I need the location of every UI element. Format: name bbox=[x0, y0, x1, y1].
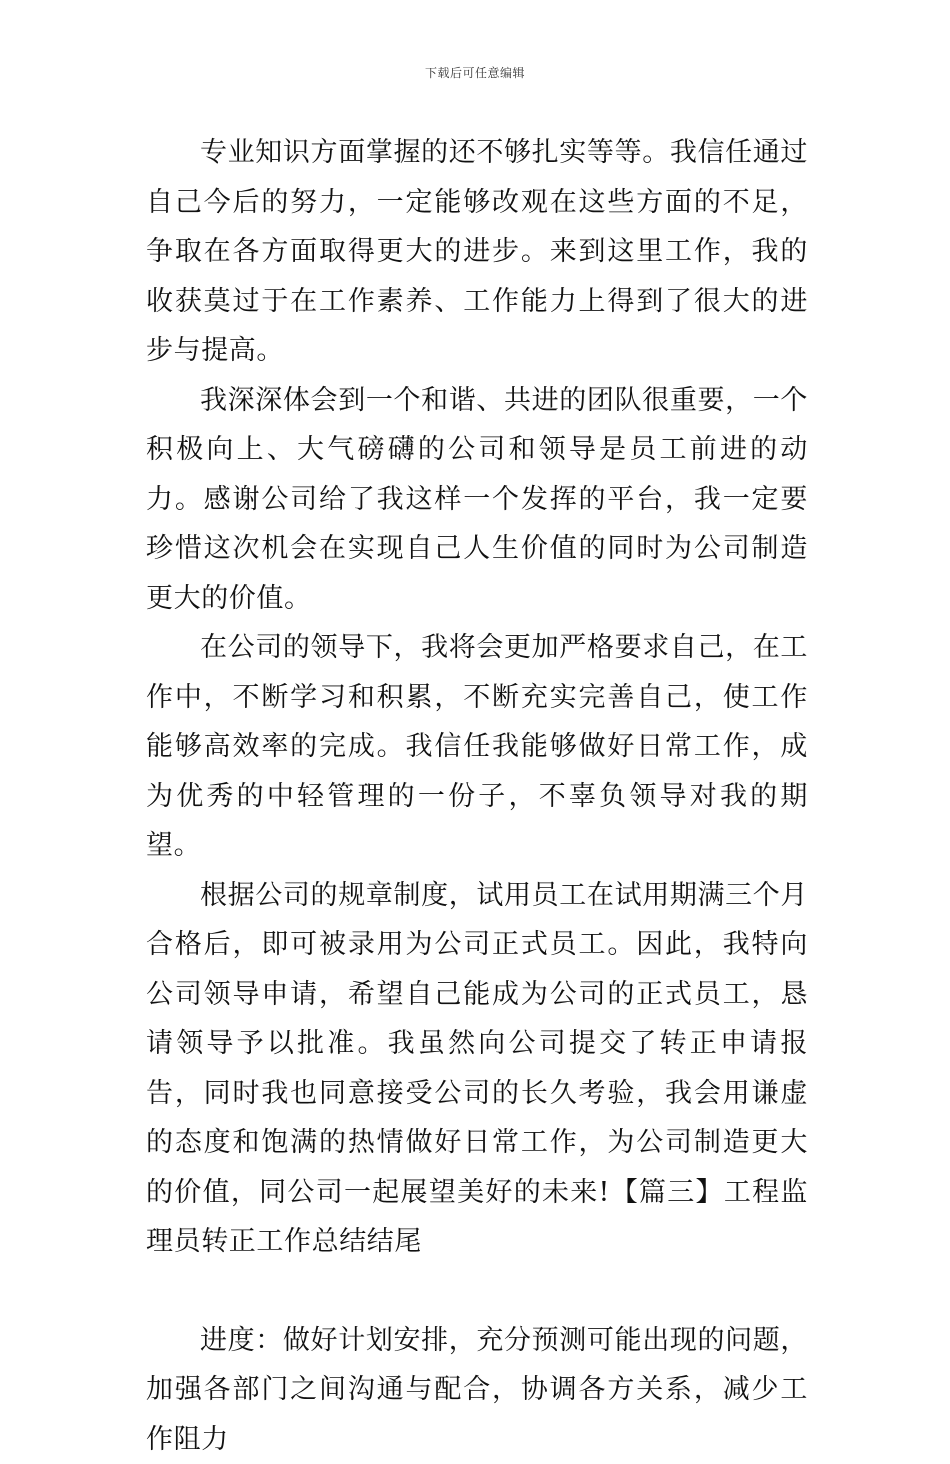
paragraph-5: 进度：做好计划安排，充分预测可能出现的问题，加强各部门之间沟通与配合，协调各方关系，减少工作阻力 bbox=[146, 1316, 808, 1464]
paragraph-2: 我深深体会到一个和谐、共进的团队很重要，一个积极向上、大气磅礴的公司和领导是员工前进的动力。感谢公司给了我这样一个发挥的平台，我一定要珍惜这次机会在实现自己人生价值的同时为公司制造更大的价值。 bbox=[146, 376, 808, 624]
paragraph-3: 在公司的领导下，我将会更加严格要求自己，在工作中，不断学习和积累，不断充实完善自己，使工作能够高效率的完成。我信任我能够做好日常工作，成为优秀的中轻管理的一份子，不辜负领导对我的期望。 bbox=[146, 623, 808, 871]
paragraph-spacer bbox=[146, 1267, 808, 1316]
document-body bbox=[146, 128, 808, 1464]
paragraph-1: 专业知识方面掌握的还不够扎实等等。我信任通过自己今后的努力，一定能够改观在这些方面的不足，争取在各方面取得更大的进步。来到这里工作，我的收获莫过于在工作素养、工作能力上得到了很大的进步与提高。 bbox=[146, 128, 808, 376]
page-header: 下载后可任意编辑 bbox=[0, 64, 950, 81]
paragraph-4: 根据公司的规章制度，试用员工在试用期满三个月合格后，即可被录用为公司正式员工。因此，我特向公司领导申请，希望自己能成为公司的正式员工，恳请领导予以批准。我虽然向公司提交了转正申请报告，同时我也同意接受公司的长久考验，我会用谦虚的态度和饱满的热情做好日常工作，为公司制造更大的价值，同公司一起展望美好的未来!【篇三】工程监理员转正工作总结结尾 bbox=[146, 871, 808, 1267]
